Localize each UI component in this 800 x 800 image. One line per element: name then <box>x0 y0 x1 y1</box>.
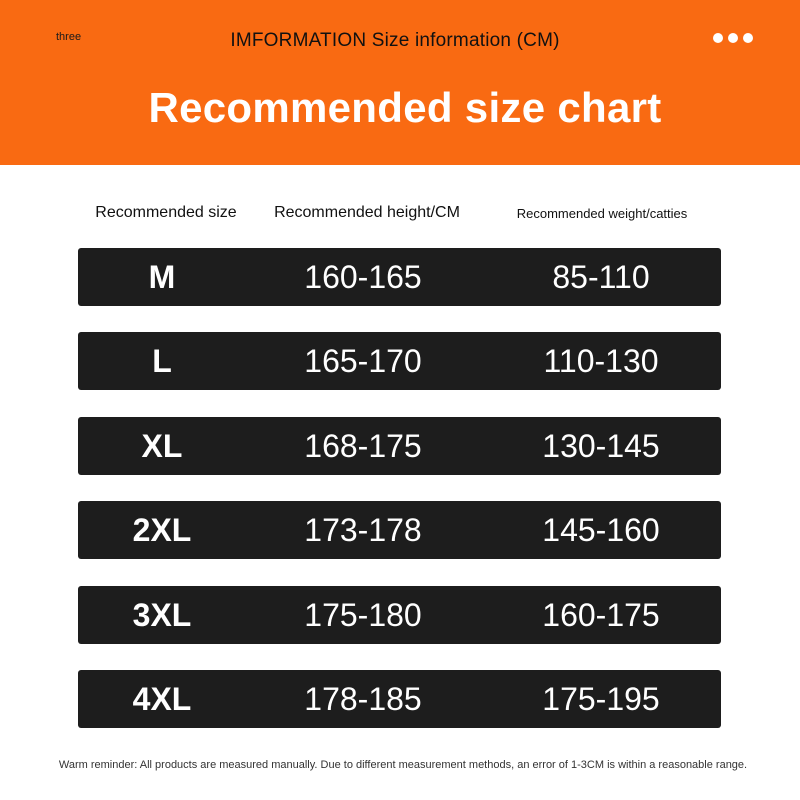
banner-tag: three <box>56 31 82 43</box>
header-banner <box>0 0 800 165</box>
table-row <box>78 670 721 728</box>
weight-cell: 110-130 <box>543 343 659 380</box>
height-cell: 175-180 <box>304 596 422 633</box>
height-cell: 160-165 <box>304 259 422 295</box>
page-title: Recommended size chart <box>148 84 662 131</box>
size-cell: M <box>148 259 176 295</box>
weight-cell: 175-195 <box>542 680 660 717</box>
table-row <box>78 248 721 306</box>
height-cell: 165-170 <box>304 343 422 380</box>
size-cell: 4XL <box>132 680 192 717</box>
weight-cell: 130-145 <box>542 427 660 464</box>
dot <box>743 33 753 43</box>
size-cell: XL <box>141 427 183 464</box>
height-cell: 178-185 <box>304 680 422 717</box>
banner-subtitle: IMFORMATION Size information (CM) <box>230 30 560 51</box>
weight-cell: 160-175 <box>542 596 660 633</box>
table-row <box>78 501 721 559</box>
weight-cell: 85-110 <box>552 259 650 295</box>
dot <box>728 33 738 43</box>
measurement-note: Warm reminder: All products are measured manually. Due to different measurement methods, an error of 1-3CM is within a reasonable range. <box>58 759 748 771</box>
table-row <box>78 417 721 475</box>
size-cell: 3XL <box>132 596 192 633</box>
column-header-weight: Recommended weight/catties <box>516 206 688 221</box>
height-cell: 168-175 <box>304 427 422 464</box>
more-dots-icon[interactable] <box>713 33 753 43</box>
weight-cell: 145-160 <box>542 512 660 549</box>
column-header-size: Recommended size <box>95 204 237 221</box>
dot <box>713 33 723 43</box>
column-header-height: Recommended height/CM <box>274 204 460 221</box>
table-row <box>78 586 721 644</box>
table-row <box>78 332 721 390</box>
size-table <box>78 248 721 754</box>
size-cell: L <box>152 343 172 380</box>
size-cell: 2XL <box>132 512 192 549</box>
height-cell: 173-178 <box>304 512 422 549</box>
